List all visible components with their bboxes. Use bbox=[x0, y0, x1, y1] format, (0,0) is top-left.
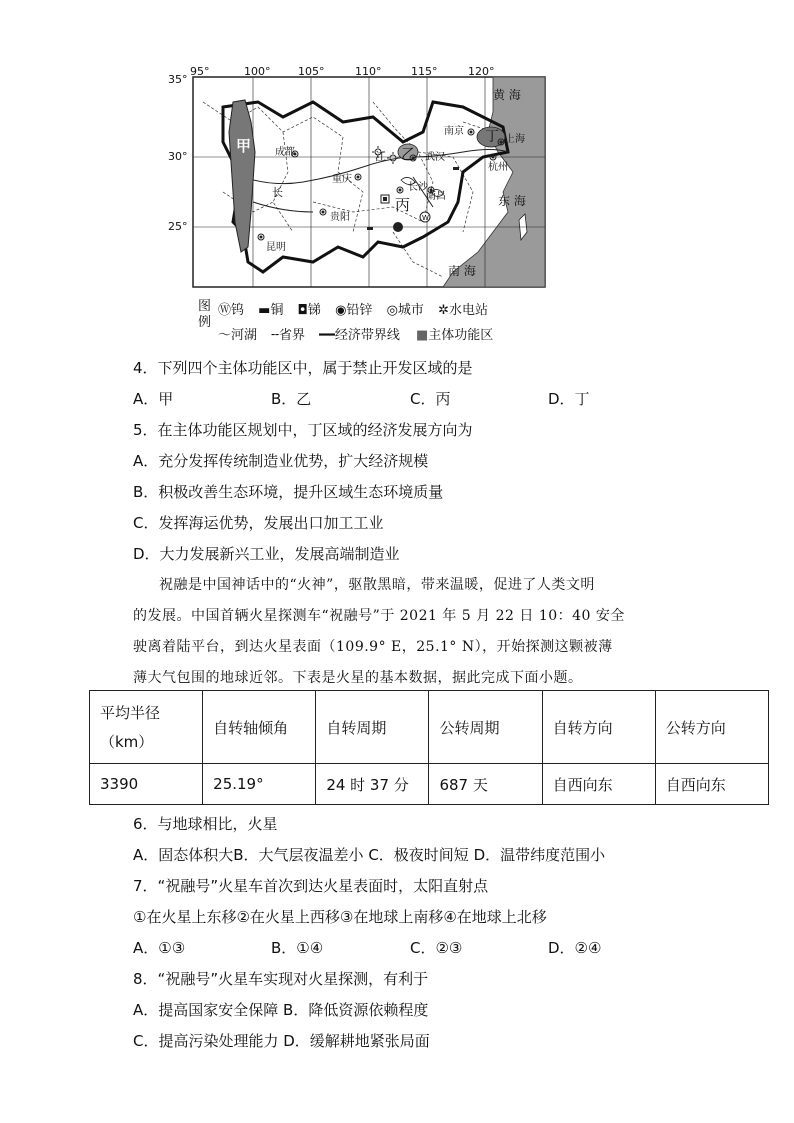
place-chengdu: 成都 bbox=[275, 147, 295, 158]
question-7-option-d: D．②④ bbox=[548, 939, 602, 957]
legend-title: 图例 bbox=[198, 299, 212, 330]
passage-line: 薄大气包围的地球近邻。下表是火星的基本数据，据此完成下面小题。 bbox=[133, 670, 583, 686]
question-4-option-a: A．甲 bbox=[133, 390, 174, 408]
table-cell: 24 时 37 分 bbox=[316, 764, 429, 805]
latitude-label: 25° bbox=[168, 220, 188, 233]
legend-item: 钨 bbox=[231, 303, 245, 318]
region-ding-label: 丁 bbox=[485, 129, 499, 145]
table-cell: 自西向东 bbox=[542, 764, 655, 805]
legend-item: 水电站 bbox=[448, 303, 488, 318]
table-header-row bbox=[90, 691, 769, 764]
question-7-option-b: B．①④ bbox=[271, 939, 324, 957]
longitude-label: 120° bbox=[468, 65, 495, 78]
question-5-option-b: B．积极改善生态环境，提升区域生态环境质量 bbox=[133, 483, 444, 501]
question-8-options-cd: C．提高污染处理能力 D．缓解耕地紧张局面 bbox=[133, 1032, 430, 1050]
latitude-label: 35° bbox=[168, 73, 188, 86]
legend-item: 河湖 bbox=[231, 328, 258, 343]
region-yi-label: 乙 bbox=[401, 145, 417, 163]
place-huanghai: 黄 海 bbox=[493, 88, 521, 102]
question-5-option-c: C．发挥海运优势，发展出口加工工业 bbox=[133, 514, 384, 532]
table-cell: 自西向东 bbox=[655, 764, 768, 805]
region-bing-label: 丙 bbox=[395, 196, 411, 214]
question-4-option-d: D．丁 bbox=[548, 390, 590, 408]
legend-item: 锑 bbox=[307, 303, 321, 318]
economic-belt-border-icon: ━━ bbox=[319, 328, 335, 343]
table-header-cell: 自转轴倾角 bbox=[203, 691, 316, 764]
city-icon: ◎ bbox=[386, 303, 398, 318]
place-donghai: 东 海 bbox=[498, 194, 526, 208]
place-guiyang: 贵阳 bbox=[330, 212, 350, 223]
table-header-cell: 自转周期 bbox=[316, 691, 429, 764]
tungsten-icon: Ⓦ bbox=[218, 303, 232, 318]
header-avg-radius: 平均半径 bbox=[100, 704, 161, 722]
question-5-option-d: D．大力发展新兴工业，发展高端制造业 bbox=[133, 545, 400, 563]
legend-row-2 bbox=[218, 324, 493, 343]
province-border-icon: ╌ bbox=[271, 328, 279, 343]
passage-line: 驶离着陆平台，到达火星表面（109.9° E，25.1° N），开始探测这颗被薄 bbox=[133, 639, 613, 655]
table-header-cell: 公转方向 bbox=[655, 691, 768, 764]
question-6-options: A．固态体积大B．大气层夜温差小 C．极夜时间短 D．温带纬度范围小 bbox=[133, 846, 606, 864]
table-cell: 3390 bbox=[90, 764, 203, 805]
question-8-stem: 8．“祝融号”火星车实现对火星探测，有利于 bbox=[133, 970, 429, 988]
longitude-label: 95° bbox=[190, 65, 210, 78]
place-nanchang: 南昌 bbox=[426, 191, 446, 202]
table-row bbox=[90, 764, 769, 805]
place-hangzhou: 杭州 bbox=[488, 162, 508, 173]
place-changsha: 长沙 bbox=[408, 182, 428, 193]
question-7-items: ①在火星上东移②在火星上西移③在地球上南移④在地球上北移 bbox=[133, 908, 547, 926]
place-shanghai: 上海 bbox=[505, 134, 525, 145]
question-7-stem: 7．“祝融号”火星车首次到达火星表面时，太阳直射点 bbox=[133, 877, 489, 895]
place-chang: 长 bbox=[272, 186, 283, 199]
table-header-cell bbox=[90, 691, 203, 764]
river-lake-icon: 〜 bbox=[218, 328, 232, 343]
passage-line: 的发展。中国首辆火星探测车“祝融号”于 2021 年 5 月 22 日 10：40 安全 bbox=[133, 608, 625, 624]
legend-item: 经济带界线 bbox=[334, 328, 400, 343]
table-header-cell: 公转周期 bbox=[429, 691, 542, 764]
lead-zinc-icon: ◉ bbox=[335, 303, 347, 318]
longitude-label: 100° bbox=[244, 65, 271, 78]
table-cell: 25.19° bbox=[203, 764, 316, 805]
legend-item: 铅锌 bbox=[346, 303, 373, 318]
copper-icon: ▬ bbox=[258, 303, 271, 318]
antimony-icon: ◘ bbox=[297, 303, 308, 318]
latitude-label: 30° bbox=[168, 150, 188, 163]
question-5-stem: 5．在主体功能区规划中，丁区域的经济发展方向为 bbox=[133, 421, 473, 439]
legend-row-1 bbox=[218, 299, 488, 318]
question-4-option-b: B．乙 bbox=[271, 390, 312, 408]
legend-item: 省界 bbox=[279, 328, 306, 343]
place-kunming: 昆明 bbox=[266, 242, 286, 253]
question-7-option-a: A．①③ bbox=[133, 939, 186, 957]
passage-line: 祝融是中国神话中的“火神”，驱散黑暗，带来温暖，促进了人类文明 bbox=[159, 577, 595, 593]
table-header-cell: 自转方向 bbox=[542, 691, 655, 764]
svg-text:W: W bbox=[422, 214, 429, 222]
header-avg-radius-unit: （km） bbox=[100, 733, 154, 751]
hydropower-icon: ✲ bbox=[438, 303, 449, 318]
place-nanhai: 南 海 bbox=[448, 264, 476, 278]
question-5-option-a: A．充分发挥传统制造业优势，扩大经济规模 bbox=[133, 452, 429, 470]
function-zone-icon: ■ bbox=[415, 328, 429, 343]
longitude-label: 115° bbox=[411, 65, 438, 78]
question-8-options-ab: A．提高国家安全保障 B．降低资源依赖程度 bbox=[133, 1001, 429, 1019]
question-6-stem: 6．与地球相比，火星 bbox=[133, 815, 278, 833]
place-wuhan: 武汉 bbox=[425, 152, 445, 163]
question-4-option-c: C．丙 bbox=[410, 390, 451, 408]
question-4-stem: 4．下列四个主体功能区中，属于禁止开发区域的是 bbox=[133, 359, 473, 377]
place-chongqing: 重庆 bbox=[332, 174, 352, 185]
place-jiang: 江 bbox=[375, 150, 386, 163]
longitude-label: 110° bbox=[355, 65, 382, 78]
longitude-label: 105° bbox=[298, 65, 325, 78]
mars-data-table bbox=[89, 690, 769, 805]
table-cell: 687 天 bbox=[429, 764, 542, 805]
legend-item: 城市 bbox=[397, 303, 424, 318]
question-7-option-c: C．②③ bbox=[410, 939, 463, 957]
place-nanjing: 南京 bbox=[444, 126, 464, 137]
legend-item: 主体功能区 bbox=[428, 328, 494, 343]
legend-item: 铜 bbox=[270, 303, 284, 318]
region-jia-label: 甲 bbox=[236, 137, 252, 155]
